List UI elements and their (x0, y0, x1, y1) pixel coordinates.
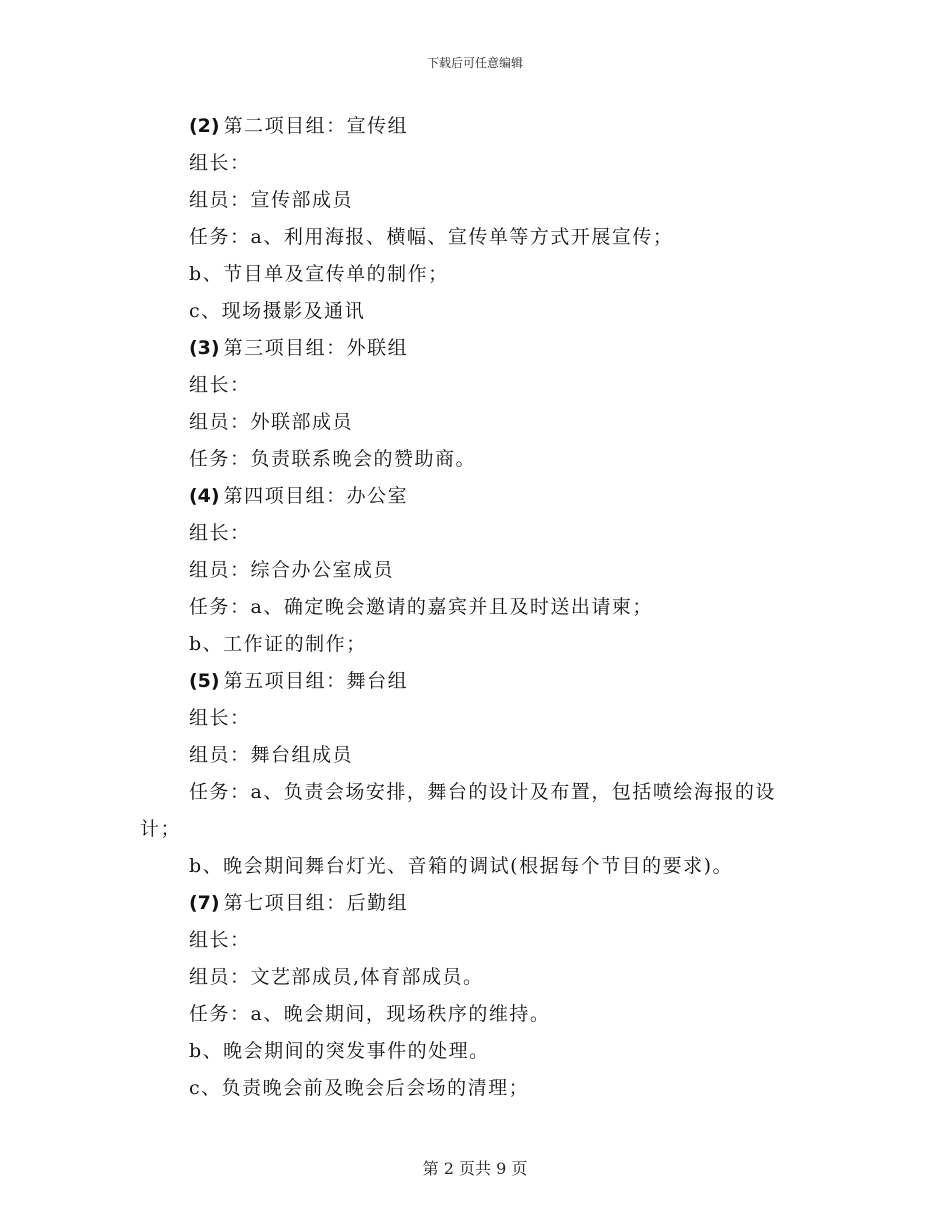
line-text: 组长： (189, 929, 251, 951)
line-text: 第三项目组：外联组 (223, 337, 409, 359)
paragraph-line (140, 441, 810, 478)
line-text: 组长： (189, 152, 251, 174)
line-text: 组员：舞台组成员 (189, 744, 354, 766)
paragraph-line (140, 700, 810, 737)
section-number: (3) (189, 337, 220, 359)
page-header: 下载后可任意编辑 (426, 56, 523, 70)
paragraph-line (140, 293, 810, 330)
paragraph-line (140, 145, 810, 182)
line-text: 组长： (189, 374, 251, 396)
section-number: (5) (189, 670, 220, 692)
section-heading (140, 478, 810, 515)
line-text: 组员：宣传部成员 (189, 189, 354, 211)
paragraph-line (140, 552, 810, 589)
line-text: 任务：a、确定晚会邀请的嘉宾并且及时送出请柬； (189, 596, 653, 618)
paragraph-line (140, 959, 810, 996)
paragraph-line (140, 1033, 810, 1070)
line-text: 第二项目组：宣传组 (223, 115, 409, 137)
line-text: 第七项目组：后勤组 (223, 892, 409, 914)
section-heading (140, 108, 810, 145)
line-text: 第四项目组：办公室 (223, 485, 409, 507)
line-text: 组长： (189, 707, 251, 729)
section-number: (4) (189, 485, 220, 507)
line-text: b、晚会期间舞台灯光、音箱的调试(根据每个节目的要求)。 (189, 855, 733, 877)
line-text: c、现场摄影及通讯 (189, 300, 366, 322)
paragraph-line (140, 626, 810, 663)
line-text: 任务：a、负责会场安排，舞台的设计及布置，包括喷绘海报的设 (189, 781, 776, 803)
line-text: 第五项目组：舞台组 (223, 670, 409, 692)
section-heading (140, 885, 810, 922)
paragraph-line (140, 996, 810, 1033)
paragraph-line (140, 1070, 810, 1107)
line-text: 任务：a、晚会期间，现场秩序的维持。 (189, 1003, 551, 1025)
paragraph-line (140, 774, 810, 811)
line-text: 组长： (189, 522, 251, 544)
line-text: b、晚会期间的突发事件的处理。 (189, 1040, 490, 1062)
document-body (140, 108, 810, 1107)
paragraph-line (140, 848, 810, 885)
paragraph-line (140, 256, 810, 293)
line-text: b、工作证的制作； (189, 633, 367, 655)
line-text: 任务：a、利用海报、横幅、宣传单等方式开展宣传； (189, 226, 674, 248)
paragraph-line (140, 811, 810, 848)
section-heading (140, 663, 810, 700)
section-number: (7) (189, 892, 220, 914)
section-heading (140, 330, 810, 367)
line-text: 组员：综合办公室成员 (189, 559, 395, 581)
section-number: (2) (189, 115, 220, 137)
paragraph-line (140, 515, 810, 552)
line-text: b、节目单及宣传单的制作； (189, 263, 449, 285)
paragraph-line (140, 922, 810, 959)
line-text: 任务：负责联系晚会的赞助商。 (189, 448, 477, 470)
page-footer: 第 2 页共 9 页 (422, 1159, 528, 1178)
paragraph-line (140, 589, 810, 626)
line-text: 组员：文艺部成员,体育部成员。 (189, 966, 484, 988)
paragraph-line (140, 219, 810, 256)
paragraph-line (140, 182, 810, 219)
line-text: 组员：外联部成员 (189, 411, 354, 433)
line-text: 计； (140, 818, 182, 840)
paragraph-line (140, 367, 810, 404)
paragraph-line (140, 404, 810, 441)
line-text: c、负责晚会前及晚会后会场的清理； (189, 1077, 530, 1099)
paragraph-line (140, 737, 810, 774)
